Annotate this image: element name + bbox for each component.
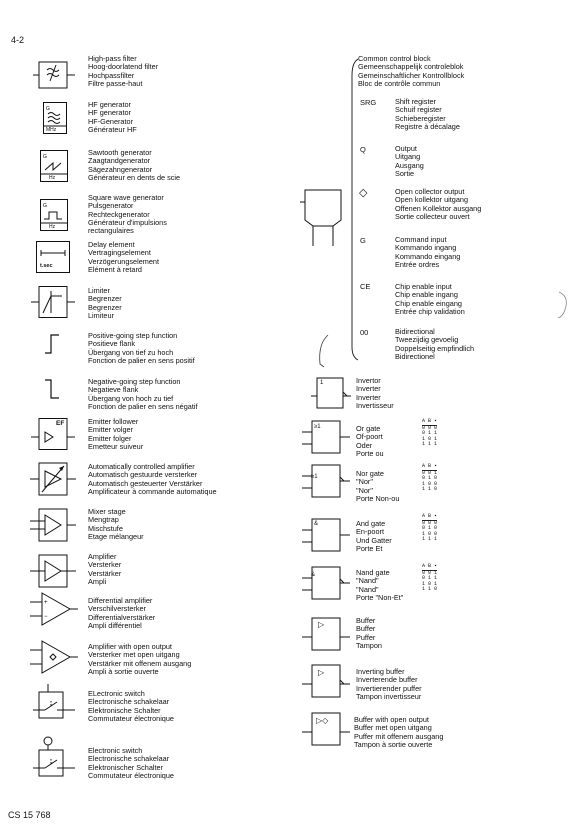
emitter-follower-label: EF bbox=[56, 420, 65, 427]
square-wave-text: Square wave generator Pulsgenerator Rechteckgenerator Générateur d'impulsions rectangulaires bbox=[88, 193, 167, 236]
inverting-buffer-text: Inverting buffer Inverterende buffer Invertierender puffer Tampon invertisseur bbox=[356, 667, 422, 701]
srg-text: Shift register Schuif register Schieberegister Registre à décalage bbox=[395, 97, 460, 131]
page-number: 4-2 bbox=[11, 35, 25, 45]
highpass-text: High-pass filter Hoog-doorlatend filter Hochpassfilter Filtre passe-haut bbox=[88, 54, 159, 88]
code-g: G bbox=[360, 236, 366, 245]
diff-amplifier-text: Differential amplifier Verschilversterker Differentialverstärker Ampli différentiel bbox=[88, 596, 156, 630]
electronic-switch-icon bbox=[33, 684, 75, 720]
or-gate-text: Or gate Of-poort Oder Porte ou bbox=[356, 424, 384, 458]
delay-text: Delay element Vertragingselement Verzögerungselement Elément à retard bbox=[88, 240, 159, 274]
svg-text:+: + bbox=[44, 600, 48, 606]
output-text: Output Uitgang Ausgang Sortie bbox=[395, 144, 424, 178]
negative-step-icon bbox=[43, 378, 63, 400]
electronic-switch-2-text: Electronic switch Electronische schakelaar Elektronischer Schalter Commutateur électronique bbox=[88, 746, 174, 780]
inverting-buffer-label: ▷ bbox=[318, 668, 325, 677]
and-gate-text: And gate En-poort Und Gatter Porte Et bbox=[356, 519, 392, 553]
agc-amplifier-icon bbox=[30, 462, 76, 496]
or-gate-label: ≥1 bbox=[314, 424, 321, 430]
svg-text:−: − bbox=[44, 614, 48, 620]
mixer-text: Mixer stage Mengtrap Mischstufe Etage mélangeur bbox=[88, 507, 144, 541]
code-q: Q bbox=[360, 145, 366, 154]
emitter-follower-icon bbox=[31, 418, 75, 450]
neg-step-text: Negative-going step function Negatieve flank Übergang von hoch zu tief Fonction de palier en sens négatif bbox=[88, 377, 198, 411]
and-gate-icon bbox=[302, 518, 350, 552]
control-block-bracket bbox=[344, 57, 360, 362]
pos-step-text: Positive-going step function Positieve flank Übergang von tief zu hoch Fonction de palier en sens positif bbox=[88, 331, 195, 365]
svg-text:G: G bbox=[43, 203, 47, 209]
emitter-follower-text: Emitter follower Emitter volger Emitter folger Emetteur suiveur bbox=[88, 417, 144, 451]
open-output-amplifier-icon bbox=[30, 640, 78, 674]
nand-gate-text: Nand gate "Nand" "Nand" Porte "Non-Et" bbox=[356, 568, 404, 602]
nor-truth-table: A B ▪ 0 0 1 0 1 0 1 0 0 1 1 0 bbox=[422, 463, 438, 493]
limiter-icon bbox=[31, 286, 75, 318]
buffer-icon bbox=[302, 617, 350, 651]
electronic-switch-1-text: ELectronic switch Electronische schakelaar Elektronische Schalter Commutateur électronique bbox=[88, 689, 174, 723]
positive-step-icon bbox=[43, 333, 63, 355]
svg-text:G: G bbox=[46, 106, 50, 112]
limiter-text: Limiter Begrenzer Begrenzer Limiteur bbox=[88, 286, 122, 320]
open-output-buffer-text: Buffer with open output Buffer met open uitgang Puffer mit offenem ausgang Tampon à sortie ouverte bbox=[354, 715, 444, 749]
and-gate-label: & bbox=[314, 521, 319, 527]
amplifier-text: Amplifier Versterker Verstärker Ampli bbox=[88, 552, 122, 586]
or-truth-table: A B ▪ 0 0 0 0 1 1 1 0 1 1 1 1 bbox=[422, 418, 438, 448]
open-collector-diamond-icon: ◇ bbox=[359, 187, 368, 199]
nor-gate-icon bbox=[302, 464, 350, 498]
bidirectional-text: Bidirectional Tweezijdig gevoelig Doppelseitig empfindlich Bidirectionel bbox=[395, 327, 475, 361]
chip-enable-text: Chip enable input Chip enable ingang Chip enable eingang Entrée chip validation bbox=[395, 282, 465, 316]
square-wave-unit: Hz bbox=[49, 224, 56, 230]
code-srg: SRG bbox=[360, 98, 377, 107]
hf-generator-unit: MHz bbox=[46, 127, 57, 133]
mixer-stage-icon bbox=[30, 508, 76, 542]
open-collector-text: Open collector output Open kollektor uitgang Offenen Kollektor ausgang Sortie collecteur ouvert bbox=[395, 187, 482, 221]
open-output-amplifier-text: Amplifier with open output Versterker met open uitgang Verstärker mit offenem ausgang Ampli à sortie ouverte bbox=[88, 642, 192, 676]
footer-code: CS 15 768 bbox=[8, 810, 51, 820]
agc-amplifier-text: Automatically controlled amplifier Automatisch gestuurde versterker Automatisch gesteuerter Verstärker Amplificateur à commande automatique bbox=[88, 462, 217, 496]
inverting-buffer-icon bbox=[302, 664, 350, 698]
nor-gate-label: ≥1 bbox=[311, 474, 318, 480]
buffer-text: Buffer Buffer Puffer Tampon bbox=[356, 616, 382, 650]
common-control-block-icon bbox=[300, 190, 346, 246]
code-00: 00 bbox=[360, 328, 369, 337]
code-ce: CE bbox=[360, 282, 371, 291]
differential-amplifier-icon bbox=[30, 592, 78, 626]
inverter-gate-icon bbox=[311, 377, 351, 409]
highpass-filter-icon bbox=[33, 61, 75, 89]
nor-gate-text: Nor gate "Nor" "Nor" Porte Non-ou bbox=[356, 469, 400, 503]
buffer-label: ▷ bbox=[318, 620, 325, 629]
electronic-switch-icon bbox=[33, 736, 75, 778]
delay-unit: t.sec bbox=[40, 263, 53, 269]
paren-mark bbox=[316, 334, 330, 368]
amplifier-icon bbox=[30, 554, 76, 588]
nand-gate-label: & bbox=[311, 572, 316, 578]
hf-generator-text: HF generator HF generator HF-Generator Générateur HF bbox=[88, 100, 137, 134]
inverter-text: Invertor Inverter Inverter Invertisseur bbox=[356, 376, 394, 410]
open-output-buffer-label: ▷◇ bbox=[316, 716, 329, 725]
svg-text:G: G bbox=[43, 154, 47, 160]
command-input-text: Command input Kommando ingang Kommando eingang Entrée ordres bbox=[395, 235, 461, 269]
sawtooth-text: Sawtooth generator Zaagtandgenerator Sägezahngenerator Générateur en dents de scie bbox=[88, 148, 181, 182]
and-truth-table: A B ▪ 0 0 0 0 1 0 1 0 0 1 1 1 bbox=[422, 513, 438, 543]
control-block-title: Common control block Gemeenschappelijk controleblok Gemeinschaftlicher Kontrollblock Bloc de contrôle commun bbox=[358, 54, 465, 88]
sawtooth-unit: Hz bbox=[49, 175, 56, 181]
or-gate-icon bbox=[302, 420, 350, 454]
margin-mark bbox=[556, 290, 570, 320]
inverter-label: 1 bbox=[320, 380, 324, 386]
nand-truth-table: A B ▪ 0 0 1 0 1 1 1 0 1 1 1 0 bbox=[422, 563, 438, 593]
nand-gate-icon bbox=[302, 566, 350, 600]
